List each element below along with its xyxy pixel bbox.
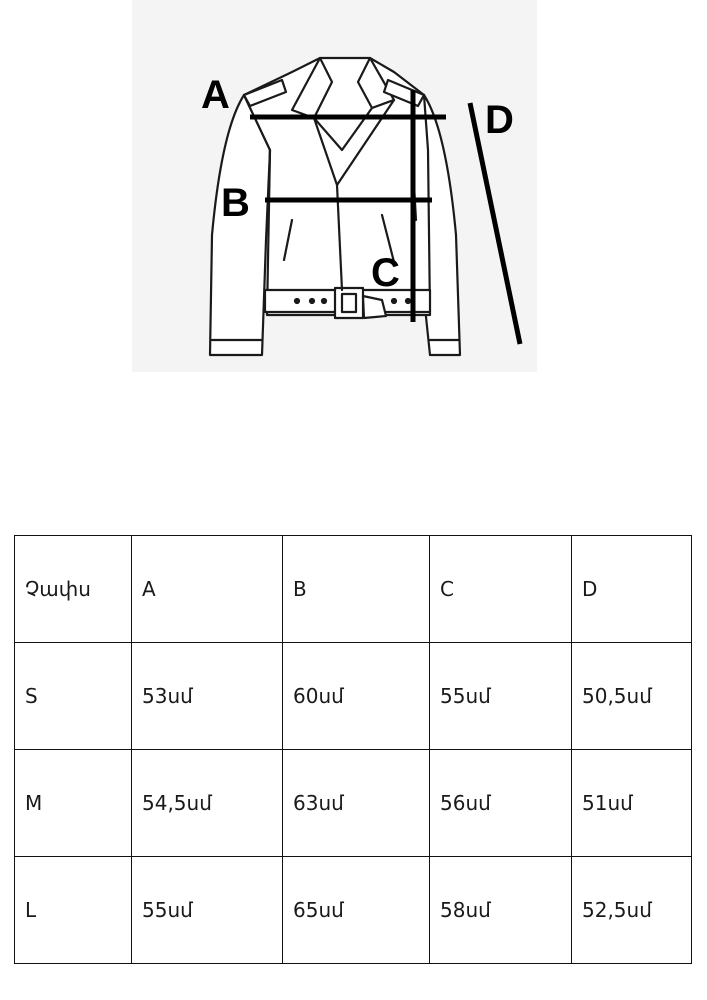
label-b: B <box>221 181 250 225</box>
label-d: D <box>485 98 514 142</box>
table-cell: 55սմ <box>132 857 283 964</box>
label-c: C <box>371 251 400 295</box>
row-size-label: S <box>15 643 132 750</box>
table-row <box>15 750 692 857</box>
table-cell: 65սմ <box>283 857 430 964</box>
header-size: Չափս <box>15 536 132 643</box>
table-cell: 56սմ <box>430 750 572 857</box>
jacket-illustration <box>132 0 537 372</box>
header-a: A <box>132 536 283 643</box>
table-header-row <box>15 536 692 643</box>
table-cell: 55սմ <box>430 643 572 750</box>
jacket-measurement-diagram <box>132 0 537 372</box>
table-cell: 60սմ <box>283 643 430 750</box>
table-cell: 52,5սմ <box>572 857 692 964</box>
table-cell: 53սմ <box>132 643 283 750</box>
size-chart-table <box>14 535 692 964</box>
header-c: C <box>430 536 572 643</box>
table-row <box>15 643 692 750</box>
table-row <box>15 857 692 964</box>
table-cell: 51սմ <box>572 750 692 857</box>
table-cell: 54,5սմ <box>132 750 283 857</box>
table-cell: 63սմ <box>283 750 430 857</box>
table-cell: 58սմ <box>430 857 572 964</box>
row-size-label: L <box>15 857 132 964</box>
label-a: A <box>201 73 230 117</box>
row-size-label: M <box>15 750 132 857</box>
header-b: B <box>283 536 430 643</box>
table-cell: 50,5սմ <box>572 643 692 750</box>
header-d: D <box>572 536 692 643</box>
